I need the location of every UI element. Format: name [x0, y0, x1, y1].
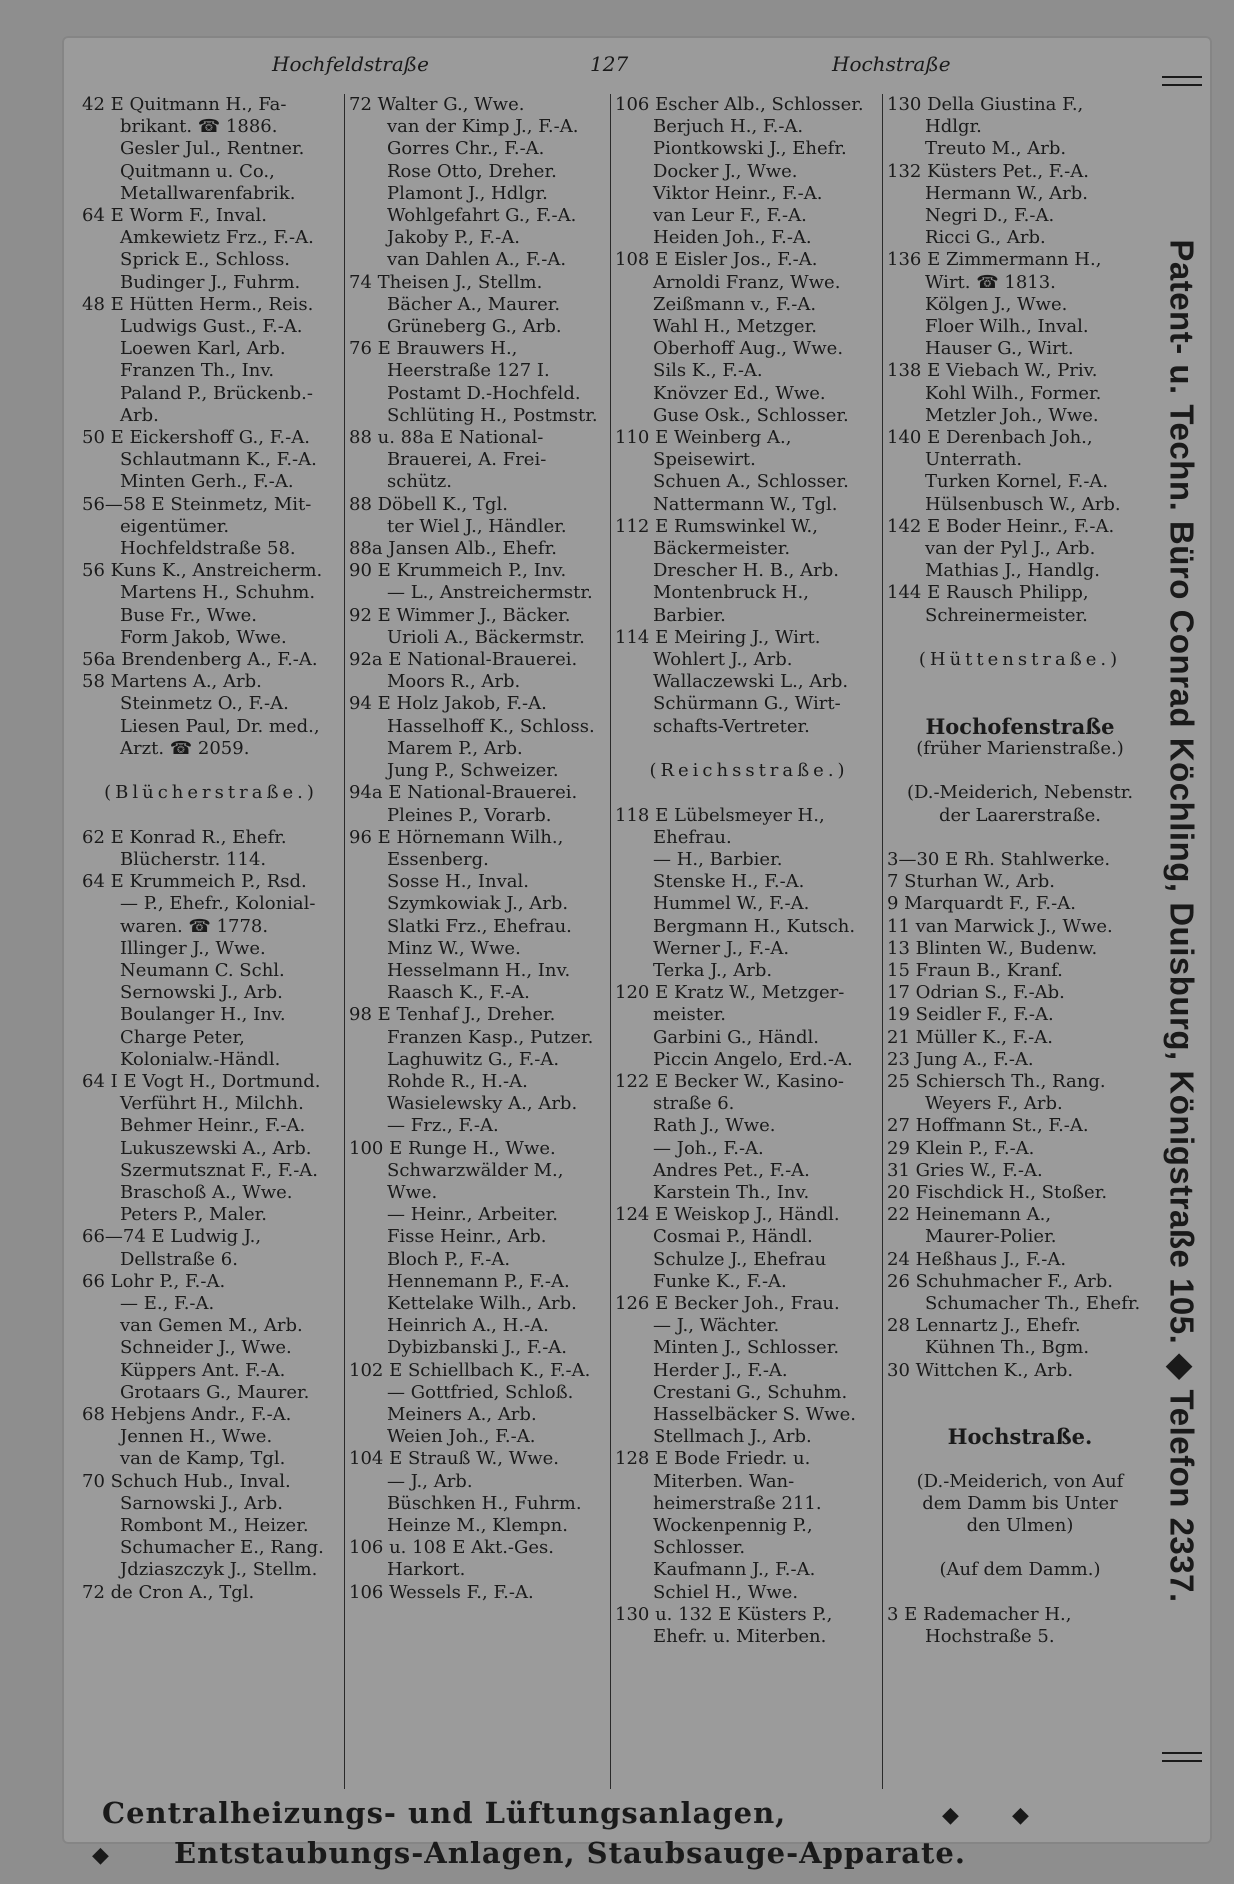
directory-entry [82, 760, 340, 782]
directory-entry: 66—74 E Ludwig J., [82, 1226, 262, 1248]
directory-entry: heimerstraße 211. [653, 1492, 822, 1514]
directory-entry: Szermutsznat F., F.-A. [120, 1159, 319, 1181]
directory-entry: 88a Jansen Alb., Ehefr. [349, 538, 557, 560]
directory-entry: 72 Walter G., Wwe. [349, 94, 525, 115]
directory-entry: Fisse Heinr., Arb. [387, 1226, 547, 1248]
directory-entry: Gorres Chr., F.-A. [387, 138, 545, 160]
directory-entry: Dellstraße 6. [120, 1248, 238, 1270]
directory-entry: Plamont J., Hdlgr. [387, 182, 548, 204]
directory-entry: Heinze M., Klempn. [387, 1515, 568, 1536]
directory-entry: ter Wiel J., Händler. [387, 515, 567, 537]
directory-entry: 31 Gries W., F.-A. [887, 1159, 1043, 1181]
directory-entry: meister. [653, 1004, 726, 1026]
directory-entry: Schneider J., Wwe. [120, 1337, 292, 1359]
directory-entry: 130 u. 132 E Küsters P., [615, 1603, 833, 1625]
directory-entry: brikant. ☎ 1886. [120, 116, 278, 138]
directory-entry: Heinrich A., H.-A. [387, 1315, 549, 1337]
directory-entry: 114 E Meiring J., Wirt. [615, 626, 821, 648]
directory-entry: Terka J., Arb. [653, 959, 773, 981]
directory-entry: — E., F.-A. [120, 1292, 215, 1314]
directory-entry: 96 E Hörnemann Wilh., [349, 826, 564, 848]
directory-entry: 132 Küsters Pet., F.-A. [887, 160, 1089, 182]
directory-entry: van Dahlen A., F.-A. [387, 249, 567, 271]
directory-entry: Form Jakob, Wwe. [120, 626, 287, 648]
directory-entry: Schreinermeister. [925, 604, 1088, 626]
directory-entry: waren. ☎ 1778. [120, 915, 269, 937]
footer-ornament-3: ◆ [92, 1842, 110, 1868]
directory-entry: 122 E Becker W., Kasino- [615, 1070, 844, 1092]
directory-entry: Bloch P., F.-A. [387, 1248, 511, 1270]
directory-entry: Bergmann H., Kutsch. [653, 915, 856, 937]
directory-entry: Laghuwitz G., F.-A. [387, 1048, 560, 1070]
directory-entry: 27 Hoffmann St., F.-A. [887, 1115, 1089, 1137]
directory-columns [82, 94, 1152, 1789]
directory-entry: Peters P., Maler. [120, 1204, 267, 1226]
directory-entry: 56—58 E Steinmetz, Mit- [82, 493, 312, 515]
directory-entry: Jung P., Schweizer. [387, 760, 559, 782]
directory-entry: Rath J., Wwe. [653, 1115, 776, 1137]
directory-entry: Sernowski J., Arb. [120, 982, 283, 1004]
directory-entry: Metallwarenfabrik. [120, 182, 296, 204]
directory-entry: 64 E Worm F., Inval. [82, 205, 267, 227]
directory-entry: Schumacher E., Rang. [120, 1537, 324, 1559]
directory-entry: Minz W., Wwe. [387, 937, 521, 959]
directory-entry: 74 Theisen J., Stellm. [349, 271, 543, 293]
directory-entry: 94 E Holz Jakob, F.-A. [349, 693, 547, 715]
directory-entry: Schürmann G., Wirt- [653, 693, 841, 715]
directory-entry [887, 760, 1153, 782]
directory-entry: Hülsenbusch W., Arb. [925, 493, 1121, 515]
directory-entry: 13 Blinten W., Budenw. [887, 937, 1098, 959]
directory-entry: dem Damm bis Unter [922, 1492, 1118, 1514]
directory-entry: Wockenpennig P., [653, 1515, 813, 1536]
directory-entry [887, 1404, 1153, 1426]
directory-entry: — J., Arb. [387, 1470, 473, 1492]
directory-entry: 64 I E Vogt H., Dortmund. [82, 1070, 321, 1092]
directory-entry: van der Kimp J., F.-A. [387, 116, 579, 138]
directory-entry: Lukuszewski A., Arb. [120, 1137, 312, 1159]
directory-entry: 56a Brendenberg A., F.-A. [82, 649, 318, 671]
directory-entry: Wohlgefahrt G., F.-A. [387, 205, 577, 227]
directory-entry: Heiden Joh., F.-A. [653, 227, 812, 249]
directory-entry: Jennen H., Wwe. [120, 1426, 273, 1448]
directory-entry: Montenbruck H., [653, 582, 809, 604]
directory-entry: Hochfeldstraße 58. [120, 538, 296, 560]
header-right-street: Hochstraße [832, 52, 951, 76]
directory-entry: 102 E Schiellbach K., F.-A. [349, 1359, 591, 1381]
directory-entry: straße 6. [653, 1093, 735, 1115]
column-4 [882, 94, 1153, 1789]
directory-entry: (Auf dem Damm.) [939, 1559, 1101, 1581]
directory-entry: Szymkowiak J., Arb. [387, 893, 569, 915]
directory-entry: Hasselhoff K., Schloss. [387, 715, 595, 737]
directory-entry: 110 E Weinberg A., [615, 427, 792, 449]
directory-entry: 88 u. 88a E National- [349, 427, 544, 449]
directory-entry: Postamt D.-Hochfeld. [387, 382, 581, 404]
directory-entry: — Joh., F.-A. [653, 1137, 764, 1159]
directory-entry: Sarnowski J., Arb. [120, 1492, 283, 1514]
directory-entry: 106 Escher Alb., Schlosser. [615, 94, 864, 115]
directory-entry: Essenberg. [387, 848, 489, 870]
directory-entry: Bäckermeister. [653, 538, 791, 560]
directory-entry: Piontkowski J., Ehefr. [653, 138, 847, 160]
directory-entry: Funke K., F.-A. [653, 1270, 787, 1292]
directory-entry: Guse Osk., Schlosser. [653, 404, 849, 426]
directory-entry: 17 Odrian S., F.-Ab. [887, 982, 1065, 1004]
directory-entry: Herder J., F.-A. [653, 1359, 788, 1381]
advertisement-sidebar [1154, 76, 1210, 1766]
directory-entry: — J., Wächter. [653, 1315, 780, 1337]
directory-entry: Quitmann u. Co., [120, 160, 275, 182]
directory-entry: 128 E Bode Friedr. u. [615, 1448, 811, 1470]
directory-entry: Buse Fr., Wwe. [120, 604, 257, 626]
directory-entry [615, 782, 883, 804]
directory-entry: Meiners A., Arb. [387, 1403, 537, 1425]
directory-entry: Wahl H., Metzger. [653, 316, 817, 338]
directory-entry: Blücherstr. 114. [120, 848, 267, 870]
directory-entry: den Ulmen) [966, 1515, 1074, 1536]
directory-entry: 94a E National-Brauerei. [349, 782, 578, 804]
directory-entry: Stellmach J., Arb. [653, 1426, 812, 1448]
directory-entry: Berjuch H., F.-A. [653, 116, 804, 138]
directory-entry: — Frz., F.-A. [387, 1115, 499, 1137]
directory-entry: 48 E Hütten Herm., Reis. [82, 293, 314, 315]
directory-entry: 9 Marquardt F., F.-A. [887, 893, 1076, 915]
directory-entry: 30 Wittchen K., Arb. [887, 1359, 1074, 1381]
directory-entry: Budinger J., Fuhrm. [120, 271, 301, 293]
header-left-street: Hochfeldstraße [272, 52, 429, 76]
directory-entry: Küppers Ant. F.-A. [120, 1359, 286, 1381]
directory-entry: Negri D., F.-A. [925, 205, 1055, 227]
directory-entry: Hermann W., Arb. [925, 182, 1089, 204]
directory-entry: 62 E Konrad R., Ehefr. [82, 826, 287, 848]
directory-entry: 120 E Kratz W., Metzger- [615, 982, 845, 1004]
directory-entry: Liesen Paul, Dr. med., [120, 715, 320, 737]
directory-entry: Franzen Th., Inv. [120, 360, 275, 382]
directory-entry: Grüneberg G., Arb. [387, 316, 562, 338]
directory-entry: 92a E National-Brauerei. [349, 649, 578, 671]
directory-entry: Wasielewsky A., Arb. [387, 1093, 578, 1115]
directory-entry: — H., Barbier. [653, 848, 783, 870]
directory-page [62, 36, 1212, 1870]
footer-ornament-1: ◆ [942, 1802, 960, 1828]
directory-entry: Büschken H., Fuhrm. [387, 1492, 582, 1514]
directory-entry: 106 u. 108 E Akt.-Ges. [349, 1537, 554, 1559]
directory-entry: Turken Kornel, F.-A. [925, 471, 1109, 493]
directory-entry: 64 E Krummeich P., Rsd. [82, 871, 307, 893]
directory-entry: 140 E Derenbach Joh., [887, 427, 1093, 449]
directory-entry: 92 E Wimmer J., Bäcker. [349, 604, 571, 626]
directory-entry: 11 van Marwick J., Wwe. [887, 915, 1113, 937]
directory-entry: Wohlert J., Arb. [653, 649, 793, 671]
directory-entry: Hasselbäcker S. Wwe. [653, 1403, 856, 1425]
directory-entry: 29 Klein P., F.-A. [887, 1137, 1035, 1159]
directory-entry [887, 1382, 1153, 1404]
footer-line-2: Entstaubungs-Anlagen, Staubsauge-Apparate. [174, 1836, 966, 1870]
directory-entry: 3—30 E Rh. Stahlwerke. [887, 848, 1111, 870]
directory-entry [615, 738, 883, 760]
directory-entry: Heerstraße 127 I. [387, 360, 550, 382]
directory-entry: Boulanger H., Inv. [120, 1004, 286, 1026]
directory-entry: Kühnen Th., Bgm. [925, 1337, 1090, 1359]
directory-entry: 118 E Lübelsmeyer H., [615, 804, 825, 826]
directory-entry: 56 Kuns K., Anstreicherm. [82, 560, 323, 582]
directory-entry: Jakoby P., F.-A. [387, 227, 520, 249]
directory-entry: Moors R., Arb. [387, 671, 521, 693]
directory-entry: Metzler Joh., Wwe. [925, 404, 1099, 426]
directory-entry: van Leur F., F.-A. [653, 205, 807, 227]
column-2 [344, 94, 611, 1789]
footer-line-1: Centralheizungs- und Lüftungsanlagen, [102, 1796, 787, 1830]
directory-entry: Hochstraße. [947, 1424, 1093, 1450]
directory-entry: 42 E Quitmann H., Fa- [82, 94, 287, 115]
directory-entry: Grotaars G., Maurer. [120, 1381, 310, 1403]
directory-entry: van der Pyl J., Arb. [925, 538, 1096, 560]
directory-entry: Martens H., Schuhm. [120, 582, 316, 604]
directory-entry: Hochofenstraße [925, 713, 1115, 739]
directory-entry: 66 Lohr P., F.-A. [82, 1270, 226, 1292]
directory-entry: Kolonialw.-Händl. [120, 1048, 281, 1070]
directory-entry: 70 Schuch Hub., Inval. [82, 1470, 291, 1492]
directory-entry: Weien Joh., F.-A. [387, 1426, 536, 1448]
directory-entry: 130 Della Giustina F., [887, 94, 1084, 115]
directory-entry: — Gottfried, Schloß. [387, 1381, 574, 1403]
directory-entry: Dybizbanski J., F.-A. [387, 1337, 568, 1359]
directory-entry: 20 Fischdick H., Stoßer. [887, 1181, 1108, 1203]
directory-entry: Wwe. [387, 1181, 438, 1203]
directory-entry: Speisewirt. [653, 449, 756, 471]
directory-entry: Arb. [120, 404, 159, 426]
directory-entry: (Blücherstraße.) [104, 782, 318, 804]
directory-entry: 108 E Eisler Jos., F.-A. [615, 249, 818, 271]
directory-entry: Stenske H., F.-A. [653, 871, 805, 893]
directory-entry: 138 E Viebach W., Priv. [887, 360, 1098, 382]
directory-entry: 24 Heßhaus J., F.-A. [887, 1248, 1067, 1270]
directory-entry: Brauerei, A. Frei- [387, 449, 547, 471]
directory-entry: — Heinr., Arbeiter. [387, 1204, 558, 1226]
directory-entry [887, 1448, 1153, 1470]
directory-entry: Arnoldi Franz, Wwe. [653, 271, 841, 293]
directory-entry: — P., Ehefr., Kolonial- [120, 893, 316, 915]
directory-entry: Rose Otto, Dreher. [387, 160, 557, 182]
directory-entry: Barbier. [653, 604, 726, 626]
directory-entry: 25 Schiersch Th., Rang. [887, 1070, 1106, 1092]
directory-entry: Schlosser. [653, 1537, 746, 1559]
directory-entry: Sosse H., Inval. [387, 871, 529, 893]
directory-entry: 144 E Rausch Philipp, [887, 582, 1089, 604]
directory-entry: Marem P., Arb. [387, 737, 523, 759]
directory-entry: van de Kamp, Tgl. [120, 1448, 286, 1470]
directory-entry: Raasch K., F.-A. [387, 982, 530, 1004]
directory-entry: Urioli A., Bäckermstr. [387, 626, 585, 648]
directory-entry: Andres Pet., F.-A. [653, 1159, 810, 1181]
directory-entry: Ehefrau. [653, 826, 732, 848]
directory-entry: Zeißmann v., F.-A. [653, 293, 817, 315]
directory-entry: 124 E Weiskop J., Händl. [615, 1204, 840, 1226]
directory-entry: Kohl Wilh., Former. [925, 382, 1102, 404]
directory-entry: Sils K., F.-A. [653, 360, 763, 382]
directory-entry: (Reichsstraße.) [649, 760, 849, 782]
directory-entry [82, 805, 340, 827]
directory-entry: (früher Marienstraße.) [916, 737, 1124, 759]
directory-entry [887, 1582, 1153, 1604]
directory-entry: Cosmai P., Händl. [653, 1226, 813, 1248]
directory-entry: Maurer-Polier. [925, 1226, 1057, 1248]
directory-entry: Schuen A., Schlosser. [653, 471, 849, 493]
directory-entry: Jdziaszczyk J., Stellm. [120, 1559, 318, 1581]
directory-entry: 26 Schuhmacher F., Arb. [887, 1270, 1113, 1292]
directory-entry: Rombont M., Heizer. [120, 1515, 309, 1536]
page-number: 127 [590, 52, 629, 76]
directory-entry: van Gemen M., Arb. [120, 1315, 303, 1337]
directory-entry: 106 Wessels F., F.-A. [349, 1581, 534, 1603]
directory-entry: Neumann C. Schl. [120, 959, 285, 981]
directory-entry: 90 E Krummeich P., Inv. [349, 560, 567, 582]
directory-entry: schafts-Vertreter. [653, 715, 810, 737]
directory-entry: Kölgen J., Wwe. [925, 293, 1068, 315]
directory-entry: Loewen Karl, Arb. [120, 338, 286, 360]
directory-entry: 98 E Tenhaf J., Dreher. [349, 1004, 556, 1026]
directory-entry: Floer Wilh., Inval. [925, 316, 1089, 338]
directory-entry: Sprick E., Schloss. [120, 249, 291, 271]
directory-entry: 142 E Boder Heinr., F.-A. [887, 515, 1115, 537]
directory-entry: Franzen Kasp., Putzer. [387, 1026, 594, 1048]
directory-entry: 19 Seidler F., F.-A. [887, 1004, 1054, 1026]
directory-entry: (Hüttenstraße.) [918, 649, 1122, 671]
directory-entry: 21 Müller K., F.-A. [887, 1026, 1053, 1048]
directory-entry: 88 Döbell K., Tgl. [349, 493, 508, 515]
directory-entry: Schiel H., Wwe. [653, 1581, 799, 1603]
page-header [62, 52, 1152, 86]
directory-entry: Hesselmann H., Inv. [387, 959, 571, 981]
directory-entry: Illinger J., Wwe. [120, 937, 266, 959]
directory-entry: Weyers F., Arb. [925, 1093, 1063, 1115]
directory-entry: 72 de Cron A., Tgl. [82, 1581, 255, 1603]
directory-entry: Rohde R., H.-A. [387, 1070, 528, 1092]
directory-entry: Unterrath. [925, 449, 1023, 471]
directory-entry: 58 Martens A., Arb. [82, 671, 262, 693]
directory-entry [887, 671, 1153, 693]
directory-entry [887, 827, 1153, 849]
directory-entry: Charge Peter, [120, 1026, 245, 1048]
directory-entry: Schwarzwälder M., [387, 1159, 564, 1181]
directory-entry: Knövzer Ed., Wwe. [653, 382, 826, 404]
directory-entry [887, 1537, 1153, 1559]
directory-entry: 50 E Eickershoff G., F.-A. [82, 427, 310, 449]
column-3 [610, 94, 883, 1789]
directory-entry: Ehefr. u. Miterben. [653, 1626, 827, 1648]
directory-entry [887, 693, 1153, 715]
directory-entry: Schlüting H., Postmstr. [387, 404, 598, 426]
directory-entry: Schulze J., Ehefrau [653, 1248, 827, 1270]
directory-entry: Hummel W., F.-A. [653, 893, 810, 915]
footer-ornament-2: ◆ [1012, 1802, 1030, 1828]
directory-entry: Ludwigs Gust., F.-A. [120, 316, 303, 338]
directory-entry: Slatki Frz., Ehefrau. [387, 915, 572, 937]
directory-entry: 136 E Zimmermann H., [887, 249, 1102, 271]
directory-entry: 3 E Rademacher H., [887, 1603, 1072, 1625]
directory-entry: Wirt. ☎ 1813. [925, 271, 1056, 293]
directory-entry: Schumacher Th., Ehefr. [925, 1292, 1141, 1314]
directory-entry: (D.-Meiderich, Nebenstr. [906, 782, 1134, 804]
directory-entry: 112 E Rumswinkel W., [615, 515, 818, 537]
directory-entry: Piccin Angelo, Erd.-A. [653, 1048, 853, 1070]
directory-entry: Docker J., Wwe. [653, 160, 798, 182]
directory-entry: 28 Lennartz J., Ehefr. [887, 1315, 1081, 1337]
directory-entry [887, 627, 1153, 649]
directory-entry: Hdlgr. [925, 116, 982, 138]
directory-entry: (D.-Meiderich, von Auf [916, 1470, 1124, 1492]
directory-entry: Werner J., F.-A. [653, 937, 790, 959]
directory-entry: Kaufmann J., F.-A. [653, 1559, 816, 1581]
directory-entry: Garbini G., Händl. [653, 1026, 819, 1048]
directory-entry: Hochstraße 5. [925, 1626, 1055, 1648]
directory-entry: Hennemann P., F.-A. [387, 1270, 570, 1292]
column-1 [82, 94, 340, 1789]
directory-entry: der Laarerstraße. [939, 804, 1101, 826]
directory-entry: Braschoß A., Wwe. [120, 1181, 293, 1203]
directory-entry: Treuto M., Arb. [925, 138, 1067, 160]
directory-entry: 15 Fraun B., Kranf. [887, 959, 1063, 981]
directory-entry: 7 Sturhan W., Arb. [887, 871, 1055, 893]
directory-entry: Steinmetz O., F.-A. [120, 693, 289, 715]
directory-entry: 68 Hebjens Andr., F.-A. [82, 1403, 292, 1425]
directory-entry: Arzt. ☎ 2059. [120, 737, 250, 759]
directory-entry: 126 E Becker Joh., Frau. [615, 1292, 840, 1314]
directory-entry: Schlautmann K., F.-A. [120, 449, 317, 471]
directory-entry: Kettelake Wilh., Arb. [387, 1292, 577, 1314]
directory-entry: Ricci G., Arb. [925, 227, 1046, 249]
directory-entry: eigentümer. [120, 515, 230, 537]
directory-entry: — L., Anstreichermstr. [387, 582, 593, 604]
sidebar-advert-text: Patent- u. Techn. Büro Conrad Köchling, Duisburg, Königstraße 105. ◆ Telefon 2337. [1163, 239, 1201, 1603]
directory-entry: 100 E Runge H., Wwe. [349, 1137, 556, 1159]
directory-entry: Minten Gerh., F.-A. [120, 471, 294, 493]
directory-entry: schütz. [387, 471, 452, 493]
directory-entry: Hauser G., Wirt. [925, 338, 1074, 360]
directory-entry: Harkort. [387, 1559, 466, 1581]
directory-entry: 104 E Strauß W., Wwe. [349, 1448, 559, 1470]
directory-entry: Karstein Th., Inv. [653, 1181, 810, 1203]
directory-entry: 76 E Brauwers H., [349, 338, 518, 360]
directory-entry: Wallaczewski L., Arb. [653, 671, 849, 693]
directory-entry: Verführt H., Milchh. [120, 1093, 304, 1115]
directory-entry: Pleines P., Vorarb. [387, 804, 552, 826]
directory-entry: Gesler Jul., Rentner. [120, 138, 305, 160]
directory-entry: 22 Heinemann A., [887, 1204, 1052, 1226]
directory-entry: Crestani G., Schuhm. [653, 1381, 848, 1403]
directory-entry: Behmer Heinr., F.-A. [120, 1115, 306, 1137]
directory-entry: Mathias J., Handlg. [925, 560, 1100, 582]
directory-entry: Miterben. Wan- [653, 1470, 795, 1492]
directory-entry: Amkewietz Frz., F.-A. [120, 227, 314, 249]
directory-entry: Drescher H. B., Arb. [653, 560, 839, 582]
directory-entry: Nattermann W., Tgl. [653, 493, 838, 515]
directory-entry: Oberhoff Aug., Wwe. [653, 338, 844, 360]
directory-entry: Paland P., Brückenb.- [120, 382, 313, 404]
directory-entry: Minten J., Schlosser. [653, 1337, 840, 1359]
directory-entry: Viktor Heinr., F.-A. [653, 182, 823, 204]
directory-entry: Bächer A., Maurer. [387, 293, 561, 315]
directory-entry: 23 Jung A., F.-A. [887, 1048, 1034, 1070]
